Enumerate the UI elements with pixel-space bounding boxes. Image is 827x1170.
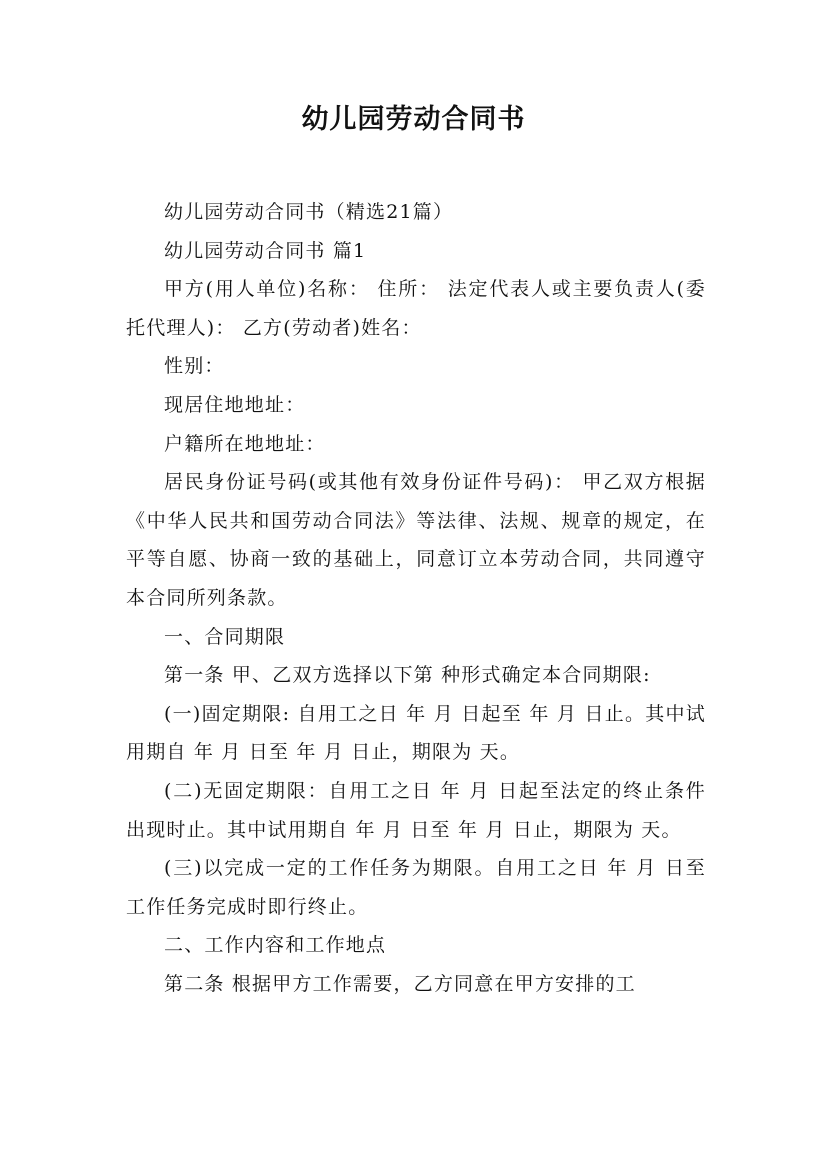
paragraph-article-two: 第二条 根据甲方工作需要，乙方同意在甲方安排的工: [164, 972, 636, 995]
document-body: [126, 193, 706, 1003]
paragraph-parties: 甲方(用人单位)名称： 住所： 法定代表人或主要负责人(委托代理人)： 乙方(劳动者)姓名：: [126, 278, 706, 339]
paragraph-section-title: 幼儿园劳动合同书 篇1: [164, 239, 367, 262]
paragraph-task-term: (三)以完成一定的工作任务为期限。自用工之日 年 月 日至 工作任务完成时即行终止。: [126, 857, 706, 918]
paragraph-open-term: (二)无固定期限：自用工之日 年 月 日起至法定的终止条件出现时止。其中试用期自 年 月 日至 年 月 日止，期限为 天。: [126, 779, 706, 841]
paragraph-household-address: 户籍所在地地址：: [164, 432, 326, 455]
paragraph-gender: 性别：: [164, 355, 225, 378]
paragraph-section-two: 二、工作内容和工作地点: [164, 934, 387, 957]
paragraph-current-address: 现居住地地址：: [164, 393, 306, 416]
paragraph-fixed-term: (一)固定期限: 自用工之日 年 月 日起至 年 月 日止。其中试用期自 年 月 日至 年 月 日止，期限为 天。: [126, 702, 706, 764]
paragraph-heading: 幼儿园劳动合同书（精选21篇）: [164, 201, 454, 223]
paragraph-id-and-preamble: 居民身份证号码(或其他有效身份证件号码)： 甲乙双方根据《中华人民共和国劳动合同法》等法律、法规、规章的规定，在平等自愿、协商一致的基础上，同意订立本劳动合同，共同遵守本合同所列条款。: [126, 471, 706, 609]
paragraph-article-one: 第一条 甲、乙双方选择以下第 种形式确定本合同期限:: [164, 664, 651, 687]
paragraph-section-one: 一、合同期限: [164, 625, 286, 648]
document-title: 幼儿园劳动合同书: [301, 104, 526, 135]
